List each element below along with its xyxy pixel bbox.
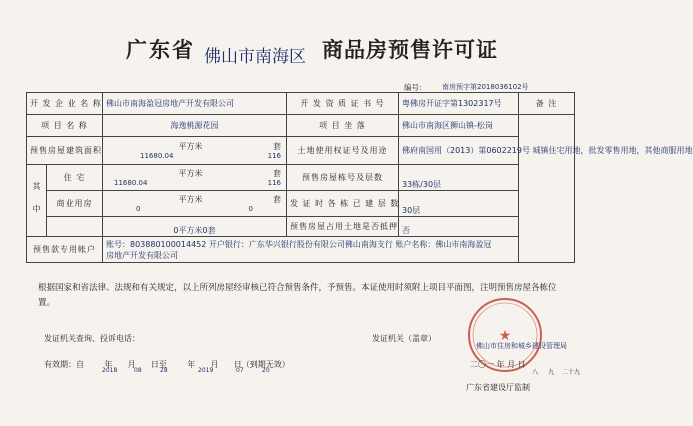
legal-paragraph: 根据国家和省法律、法规和有关规定，以上所列房屋经审核已符合预售条件，予预售。本证使用时须附上项目平面图，注明预售房屋各栋位置。 (38, 283, 557, 308)
location-label: 项 目 坐 落 (287, 115, 399, 137)
building-value: 33栋/30层 (399, 165, 519, 191)
validity-text: 有效期：自 年 月 日至 年 月 日（到期无效） (44, 360, 290, 369)
cert-no-label: 编号： (404, 83, 427, 92)
other-label (47, 217, 103, 237)
commercial-unit-set: 套 (273, 195, 281, 204)
account-label: 预售款专用帐户 (27, 237, 103, 263)
seal-star-icon: ★ (498, 328, 512, 344)
qualification-value: 粤佛房开证字第1302317号 (399, 93, 519, 115)
land-cert-label: 土地使用权证号及用途 (287, 137, 399, 165)
presale-sets-value: 116 (267, 152, 281, 160)
mortgage-value: 否 (399, 217, 519, 237)
permit-table (26, 92, 693, 263)
header-city: 佛山市南海区 (204, 47, 306, 67)
other-value: 0平方米0套 (103, 217, 287, 237)
issue-date-text: 二〇一 年 月 日 (470, 360, 526, 369)
unit-set: 套 (273, 142, 281, 151)
commercial-sets-value: 0 (248, 205, 253, 213)
commercial-area-value: 0 (136, 205, 141, 213)
residential-unit-set: 套 (273, 169, 281, 178)
among-label: 其 中 (27, 165, 47, 237)
location-value: 佛山市南海区狮山镇-松岗 (399, 115, 519, 137)
remarks-label: 备 注 (519, 93, 575, 115)
supervisor-text: 广东省建设厅监制 (466, 383, 530, 392)
residential-cell (103, 165, 287, 191)
developer-label: 开 发 企 业 名 称 (27, 93, 103, 115)
validity-from-month: 08 (134, 367, 142, 374)
commercial-label: 商业用房 (47, 191, 103, 217)
unit-sqm: 平方米 (178, 142, 203, 151)
header-permit-title: 商品房预售许可证 (322, 37, 498, 62)
account-line-1: 账号：803880100014452 开户银行：广东华兴银行股份有限公司佛山南海支行 账户名称：佛山市南海盈冠 (106, 239, 492, 249)
account-line-2: 房地产开发有限公司 (106, 250, 178, 260)
issue-day: 二十九 (562, 369, 581, 376)
presale-area-label: 预售房屋建筑面积 (27, 137, 103, 165)
issue-year: 八 (532, 369, 539, 376)
validity-to-month: 07 (236, 367, 244, 374)
hotline-label: 发证机关查询、投诉电话： (44, 334, 140, 343)
presale-area-cell (103, 137, 287, 165)
validity-to-day: 20 (262, 367, 270, 374)
residential-sets-value: 116 (267, 179, 281, 187)
issue-month: 九 (548, 369, 555, 376)
validity-from-day: 28 (160, 367, 168, 374)
validity-to-year: 2019 (198, 367, 214, 374)
floors-label: 发 证 时 各 栋 已 建 层 数 (287, 191, 399, 217)
building-label: 预售房屋栋号及层数 (287, 165, 399, 191)
issuer-name: 佛山市住房和城乡建设管理局 (476, 342, 567, 350)
project-value: 海逸桃源花园 (103, 115, 287, 137)
header-province: 广东省 (126, 37, 195, 62)
cert-no-value: 南房预字第2018036102号 (442, 83, 529, 91)
validity-from-year: 2018 (102, 367, 118, 374)
land-cert-value: 佛府南国用（2013）第0602219号 城镇住宅用地，批发零售用地，其他商服用地 (399, 137, 519, 165)
commercial-unit-sqm: 平方米 (178, 195, 203, 204)
floors-value: 30层 (399, 191, 519, 217)
residential-area-value: 11680.04 (114, 179, 148, 187)
presale-area-value: 11680.04 (140, 152, 174, 160)
project-label: 项 目 名 称 (27, 115, 103, 137)
qualification-label: 开 发 资 质 证 书 号 (287, 93, 399, 115)
developer-value: 佛山市南海盈冠房地产开发有限公司 (103, 93, 287, 115)
mortgage-label: 预售房屋占用土地是否抵押 (287, 217, 399, 237)
commercial-cell (103, 191, 287, 217)
residential-label: 住 宅 (47, 165, 103, 191)
issuer-label: 发证机关（盖章） (372, 334, 436, 343)
account-value (103, 237, 575, 263)
residential-unit-sqm: 平方米 (178, 169, 203, 178)
